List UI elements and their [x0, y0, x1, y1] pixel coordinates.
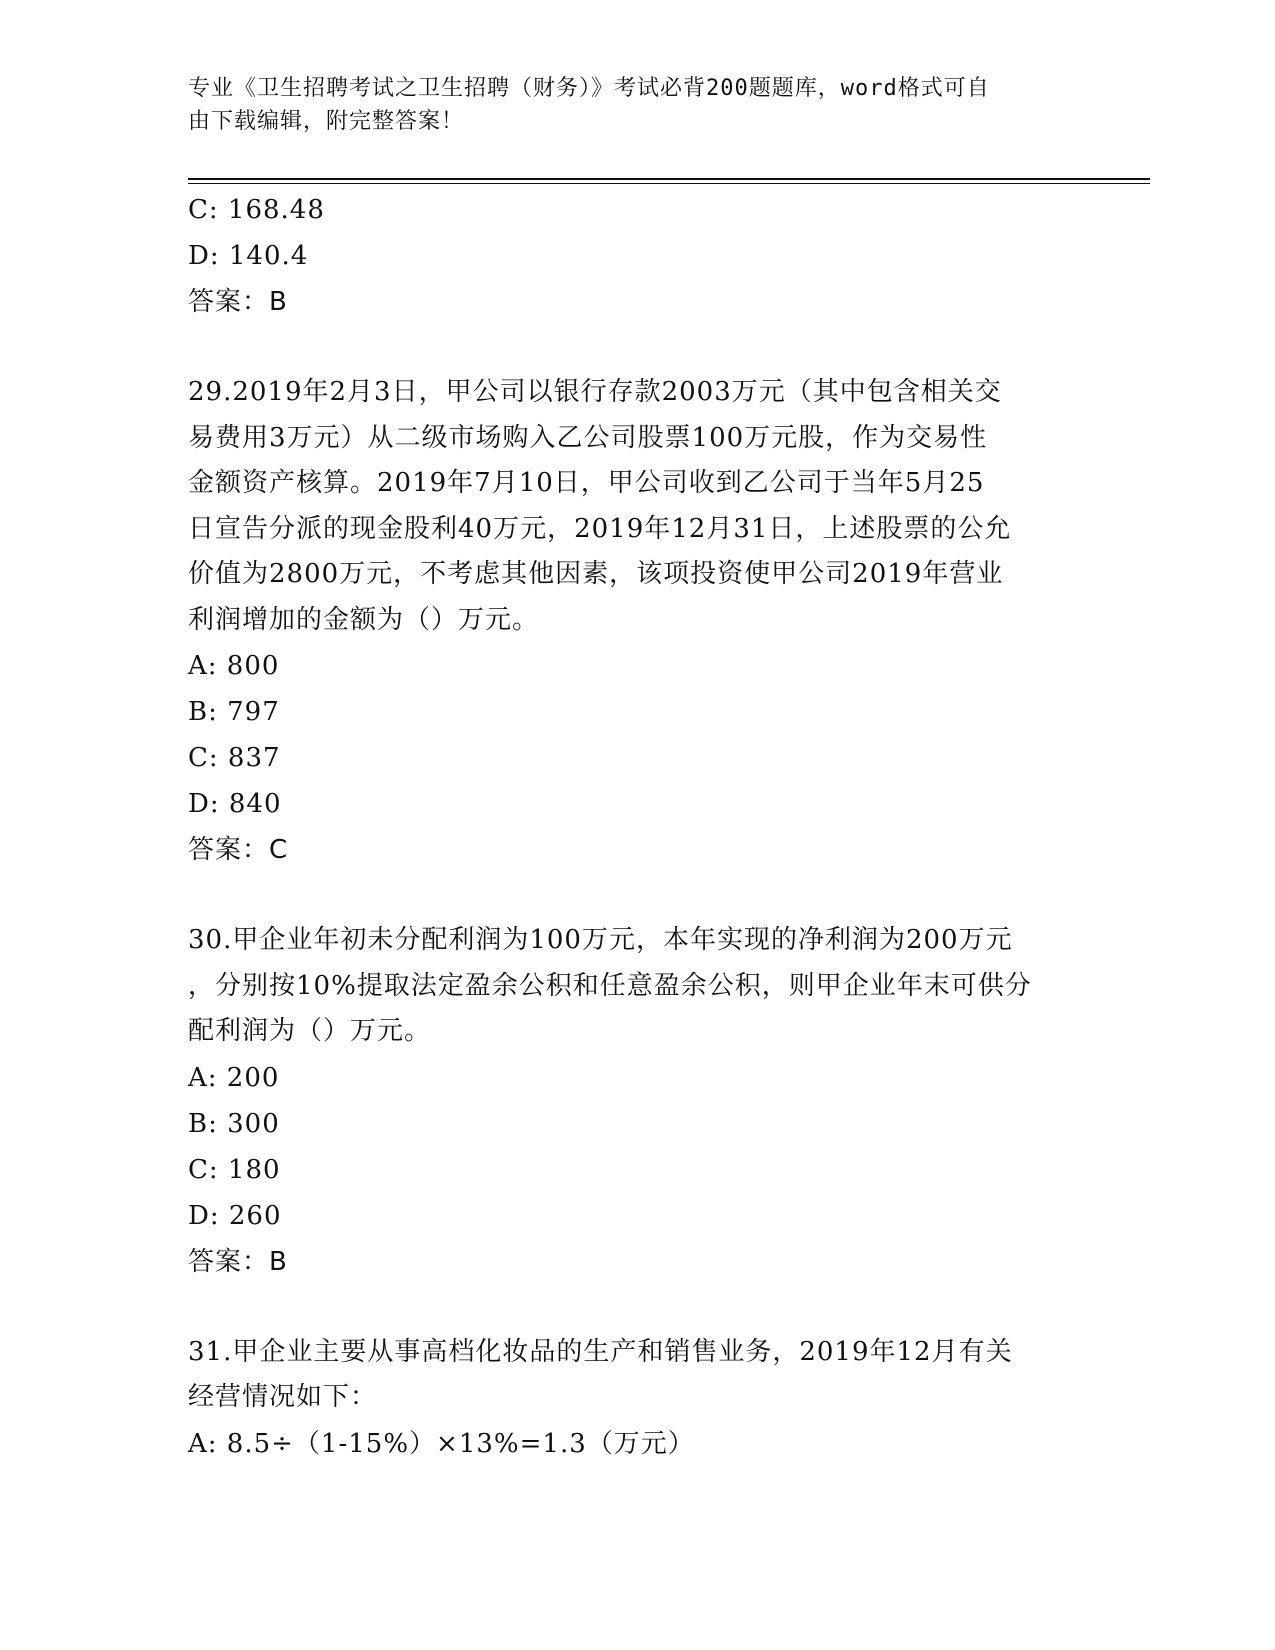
option-c: C: 837 — [188, 743, 281, 773]
header-divider-thin — [188, 183, 1150, 184]
option-a: A: 8.5÷（1-15%）×13%=1.3（万元） — [188, 1428, 695, 1459]
option-a: A: 800 — [188, 651, 280, 681]
question-text-line: ，分别按10%提取法定盈余公积和任意盈余公积，则甲企业年末可供分 — [188, 970, 1032, 1001]
question-text-line: 29.2019年2月3日，甲公司以银行存款2003万元（其中包含相关交 — [188, 377, 1002, 407]
answer-label: 答案：B — [188, 1246, 288, 1277]
option-d: D: 140.4 — [188, 241, 309, 271]
option-d: D: 260 — [188, 1200, 282, 1231]
option-c: C: 168.48 — [188, 195, 325, 225]
carryover-block — [188, 187, 1088, 325]
option-a: A: 200 — [188, 1062, 280, 1093]
option-c: C: 180 — [188, 1154, 281, 1185]
spacer — [188, 325, 1088, 370]
question-31 — [188, 1330, 1088, 1467]
answer-label: 答案：B — [188, 287, 288, 317]
header-divider-thick — [188, 178, 1150, 180]
question-29 — [188, 370, 1088, 873]
option-b: B: 300 — [188, 1108, 280, 1139]
question-text-line: 价值为2800万元，不考虑其他因素，该项投资使甲公司2019年营业 — [188, 559, 1004, 589]
question-text-line: 经营情况如下： — [188, 1382, 378, 1412]
header-line-2: 由下载编辑，附完整答案！ — [188, 109, 465, 134]
question-30 — [188, 918, 1088, 1285]
spacer — [188, 1285, 1088, 1330]
document-body — [188, 187, 1088, 1467]
option-b: B: 797 — [188, 697, 280, 727]
question-text-line: 利润增加的金额为（）万元。 — [188, 604, 540, 635]
question-text-line: 金额资产核算。2019年7月10日，甲公司收到乙公司于当年5月25 — [188, 468, 985, 498]
question-text-line: 配利润为（）万元。 — [188, 1016, 432, 1046]
header-line-1: 专业《卫生招聘考试之卫生招聘（财务）》考试必背200题题库，word格式可自 — [188, 76, 990, 101]
question-text-line: 30.甲企业年初未分配利润为100万元，本年实现的净利润为200万元 — [188, 925, 1013, 955]
document-header — [188, 72, 1068, 138]
spacer — [188, 873, 1088, 918]
option-d: D: 840 — [188, 789, 282, 819]
question-text-line: 31.甲企业主要从事高档化妆品的生产和销售业务，2019年12月有关 — [188, 1336, 1013, 1367]
question-text-line: 易费用3万元）从二级市场购入乙公司股票100万元股，作为交易性 — [188, 422, 988, 453]
answer-label: 答案：C — [188, 835, 289, 865]
question-text-line: 日宣告分派的现金股利40万元，2019年12月31日，上述股票的公允 — [188, 513, 1012, 544]
